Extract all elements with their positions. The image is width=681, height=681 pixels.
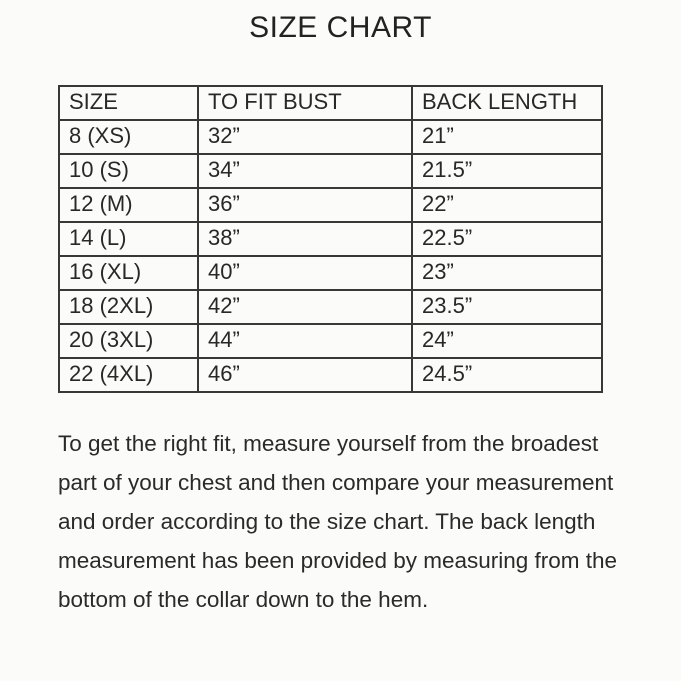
column-header-to-fit-bust: TO FIT BUST [198,86,412,120]
column-header-back-length: BACK LENGTH [412,86,602,120]
table-cell: 20 (3XL) [59,324,198,358]
table-cell: 21.5” [412,154,602,188]
table-cell: 10 (S) [59,154,198,188]
table-cell: 14 (L) [59,222,198,256]
fit-instructions-text: To get the right fit, measure yourself from the broadest part of your chest and then compare your measurement and order according to the size chart. The back length measurement has been provided by measuring from the bottom of the collar down to the hem. [58,431,618,612]
table-cell: 22 (4XL) [59,358,198,392]
table-cell: 23.5” [412,290,602,324]
table-header-row [59,86,602,120]
table-cell: 24” [412,324,602,358]
table-row [59,154,602,188]
column-header-size: SIZE [59,86,198,120]
size-chart-table [58,85,603,393]
table-row [59,358,602,392]
table-cell: 34” [198,154,412,188]
table-row [59,324,602,358]
table-row [59,222,602,256]
table-cell: 42” [198,290,412,324]
table-row [59,290,602,324]
table-cell: 32” [198,120,412,154]
table-cell: 46” [198,358,412,392]
table-cell: 12 (M) [59,188,198,222]
table-cell: 36” [198,188,412,222]
table-cell: 23” [412,256,602,290]
table-cell: 40” [198,256,412,290]
table-row [59,256,602,290]
table-row [59,120,602,154]
page-title: SIZE CHART [249,11,432,44]
table-cell: 21” [412,120,602,154]
table-cell: 8 (XS) [59,120,198,154]
size-table-body [59,120,602,392]
table-cell: 22.5” [412,222,602,256]
table-cell: 22” [412,188,602,222]
table-cell: 24.5” [412,358,602,392]
table-cell: 44” [198,324,412,358]
table-cell: 38” [198,222,412,256]
table-row [59,188,602,222]
table-cell: 18 (2XL) [59,290,198,324]
table-cell: 16 (XL) [59,256,198,290]
